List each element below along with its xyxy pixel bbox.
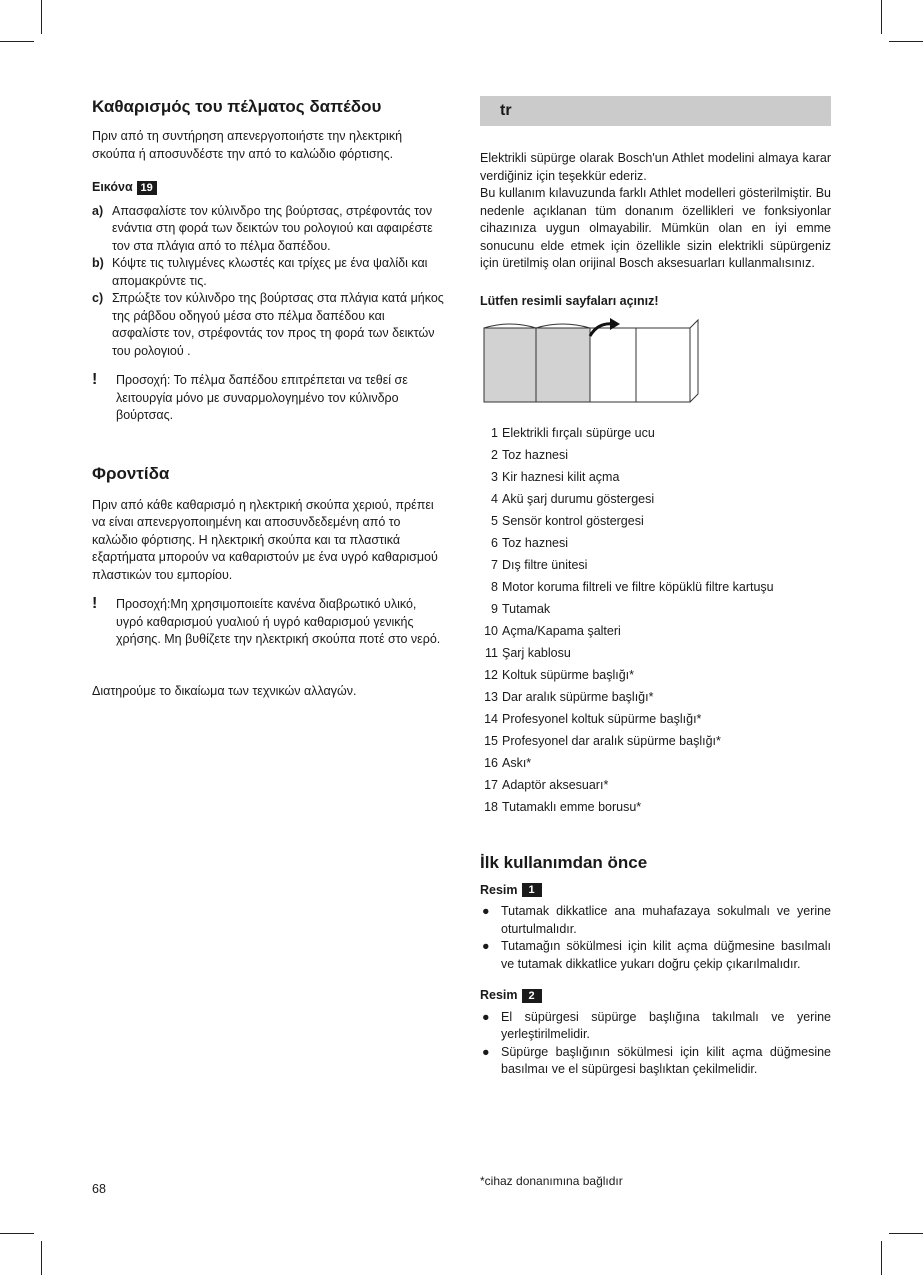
crop-mark: [881, 0, 882, 34]
parts-item: [480, 752, 831, 774]
part-number: 2: [491, 447, 498, 462]
figure-label: [480, 987, 831, 1005]
part-number: 7: [491, 557, 498, 572]
bullet-icon: ●: [482, 939, 490, 953]
part-text: Açma/Kapama şalteri: [502, 623, 621, 638]
parts-list: [480, 422, 831, 818]
part-text: Şarj kablosu: [502, 645, 571, 660]
crop-mark: [889, 1233, 923, 1234]
bullet-item: [480, 938, 831, 973]
parts-item: [480, 664, 831, 686]
warning-care: [92, 596, 444, 649]
figure-label: [92, 179, 444, 197]
bullet-item: [480, 903, 831, 938]
part-number: 1: [491, 425, 498, 440]
parts-item: [480, 576, 831, 598]
bullet-icon: ●: [482, 1044, 490, 1059]
fold-out-pages-illustration: [480, 318, 831, 414]
part-text: Tutamaklı emme borusu*: [502, 799, 642, 814]
figure-label-text: Εικόνα: [92, 180, 133, 194]
step-text: Σπρώξτε τον κύλινδρο της βούρτσας στα πλάγια κατά μήκος της ράβδου οδηγού μέσα στο πέλμα δαπέδου και ασφαλίστε τον, στρέφοντάς τον προς τη φορά των δεικτών του ρολογιού .: [112, 291, 444, 358]
first-use-title: İlk kullanımdan önce: [480, 852, 648, 872]
part-text: Profesyonel dar aralık süpürme başlığı*: [502, 733, 721, 748]
part-number: 18: [484, 799, 498, 814]
steps-list: [92, 203, 444, 361]
parts-item: [480, 598, 831, 620]
parts-item: [480, 422, 831, 444]
part-number: 8: [491, 579, 498, 594]
figure-badge: 1: [522, 883, 542, 897]
part-text: Sensör kontrol göstergesi: [502, 513, 644, 528]
part-text: Askı*: [502, 755, 532, 770]
crop-mark: [0, 41, 34, 42]
crop-mark: [881, 1241, 882, 1275]
parts-item: [480, 730, 831, 752]
part-text: Profesyonel koltuk süpürme başlığı*: [502, 711, 702, 726]
warning-text: Προσοχή: Το πέλμα δαπέδου επιτρέπεται να τεθεί σε λειτουργία μόνο με συναρμολογημένο τον κύλινδρο βούρτσας.: [116, 373, 408, 422]
step-label: c): [92, 291, 104, 305]
care-title: Φροντίδα: [92, 463, 170, 483]
tr-intro: Elektrikli süpürge olarak Bosch'un Athlet modelini almaya karar verdiğiniz için teşekkür ederiz.: [480, 151, 831, 183]
crop-mark: [41, 1241, 42, 1275]
part-text: Dış filtre ünitesi: [502, 557, 588, 572]
bullet-text: Tutamağın sökülmesi için kilit açma düğmesine basılmalı ve tutamak dikkatlice yukarı doğru çekip çıkarılmalıdır.: [501, 939, 831, 971]
part-text: Toz haznesi: [502, 535, 569, 550]
parts-item: [480, 554, 831, 576]
footnote: *cihaz donanımına bağlıdır: [480, 1174, 623, 1188]
bullet-list: [480, 1009, 831, 1079]
bullet-text: Tutamak dikkatlice ana muhafazaya sokulmalı ve yerine oturtulmalıdır.: [501, 904, 831, 936]
parts-item: [480, 620, 831, 642]
parts-item: [480, 774, 831, 796]
parts-item: [480, 510, 831, 532]
step-item: [92, 203, 444, 256]
figure-badge: 19: [137, 181, 157, 195]
figure-label: [480, 882, 831, 900]
part-text: Motor koruma filtreli ve filtre köpüklü filtre kartuşu: [502, 579, 774, 594]
part-text: Adaptör aksesuarı*: [502, 777, 609, 792]
figure-label-text: Resim: [480, 882, 518, 897]
step-item: [92, 255, 444, 290]
part-number: 13: [484, 689, 498, 704]
tr-intro-2: Bu kullanım kılavuzunda farklı Athlet modelleri gösterilmiştir. Bu nedenle açıklanan tüm donanım özellikleri ve fonksiyonlar cihazınıza uygun olmayabilir. Mümkün olan en iyi emme sonucunu elde etmek için özellikle sizin elektrikli süpürgeniz için üretilmiş olan orijinal Bosch aksesuarları kullanmalısınız.: [480, 186, 831, 270]
step-text: Κόψτε τις τυλιγμένες κλωστές και τρίχες με ένα ψαλίδι και απομακρύντε τις.: [112, 256, 428, 288]
bullet-item: [480, 1009, 831, 1044]
warning-icon: !: [92, 595, 98, 612]
parts-item: [480, 708, 831, 730]
warning-floor-head: [92, 372, 444, 425]
crop-mark: [889, 41, 923, 42]
parts-item: [480, 642, 831, 664]
care-text: Πριν από κάθε καθαρισμό η ηλεκτρική σκούπα χεριού, πρέπει να είναι απενεργοποιημένη και αποσυνδεδεμένη από το καλώδιο φόρτισης. Η ηλεκτρική σκούπα και τα πλαστικά εξαρτήματα μπορούν να καθαριστούν με ένα υγρό καθαρισμού πλαστικών του εμπορίου.: [92, 497, 438, 582]
warning-icon: !: [92, 371, 98, 388]
bullet-text: Süpürge başlığının sökülmesi için kilit açma düğmesine basılmaı ve el süpürgesi başlıktan çekilmelidir.: [501, 1044, 831, 1076]
part-text: Toz haznesi: [502, 447, 569, 462]
step-item: [92, 290, 444, 360]
floor-head-intro: Πριν από τη συντήρηση απενεργοποιήστε την ηλεκτρική σκούπα ή αποσυνδέστε την από το καλώδιο φόρτισης.: [92, 129, 403, 161]
step-label: a): [92, 203, 104, 218]
part-text: Elektrikli fırçalı süpürge ucu: [502, 425, 655, 440]
warning-text: Προσοχή:Μη χρησιμοποιείτε κανένα διαβρωτικό υλικό, υγρό καθαρισμού γυαλιού ή υγρό καθαρισμού γενικής χρήσης. Μη βυθίζετε την ηλεκτρική σκούπα ποτέ στο νερό.: [116, 597, 441, 646]
bullet-text: El süpürgesi süpürge başlığına takılmalı ve yerine yerleştirilmelidir.: [501, 1009, 831, 1041]
bullet-icon: ●: [482, 904, 490, 918]
part-number: 16: [484, 755, 498, 770]
floor-head-title: Καθαρισμός του πέλματος δαπέδου: [92, 97, 382, 116]
parts-item: [480, 796, 831, 818]
parts-item: [480, 466, 831, 488]
part-number: 9: [491, 601, 498, 616]
step-label: b): [92, 256, 104, 270]
page-number: 68: [92, 1182, 106, 1196]
part-number: 4: [491, 491, 498, 506]
step-text: Απασφαλίστε τον κύλινδρο της βούρτσας, στρέφοντάς τον ενάντια στη φορά των δεικτών του ρολογιού και αφαιρέστε τον στα πλάγια από το πέλμα δαπέδου.: [112, 203, 433, 253]
part-text: Tutamak: [502, 601, 551, 616]
part-text: Kir haznesi kilit açma: [502, 469, 620, 484]
part-text: Akü şarj durumu göstergesi: [502, 491, 655, 506]
part-number: 15: [484, 733, 498, 748]
bullet-list: [480, 903, 831, 973]
part-text: Dar aralık süpürme başlığı*: [502, 689, 654, 704]
rights-notice: Διατηρούμε το δικαίωμα των τεχνικών αλλαγών.: [92, 683, 357, 698]
parts-item: [480, 532, 831, 554]
language-code: tr: [500, 102, 512, 120]
parts-item: [480, 488, 831, 510]
part-number: 12: [484, 667, 498, 682]
part-number: 5: [491, 513, 498, 528]
bullet-icon: ●: [482, 1009, 490, 1024]
part-number: 17: [484, 777, 498, 792]
parts-item: [480, 686, 831, 708]
figure-label-text: Resim: [480, 988, 518, 1002]
crop-mark: [0, 1233, 34, 1234]
greek-column: [92, 96, 444, 700]
crop-mark: [41, 0, 42, 34]
parts-item: [480, 444, 831, 466]
part-number: 11: [485, 645, 498, 660]
part-number: 3: [491, 469, 498, 484]
part-text: Koltuk süpürme başlığı*: [502, 667, 635, 682]
figure-badge: 2: [522, 989, 542, 1003]
part-number: 6: [491, 535, 498, 550]
part-number: 14: [484, 711, 498, 726]
language-bar: [480, 96, 831, 126]
part-number: 10: [484, 623, 498, 638]
bullet-item: [480, 1044, 831, 1079]
open-pages-notice: Lütfen resimli sayfaları açınız!: [480, 293, 659, 308]
turkish-column: [480, 96, 831, 1079]
